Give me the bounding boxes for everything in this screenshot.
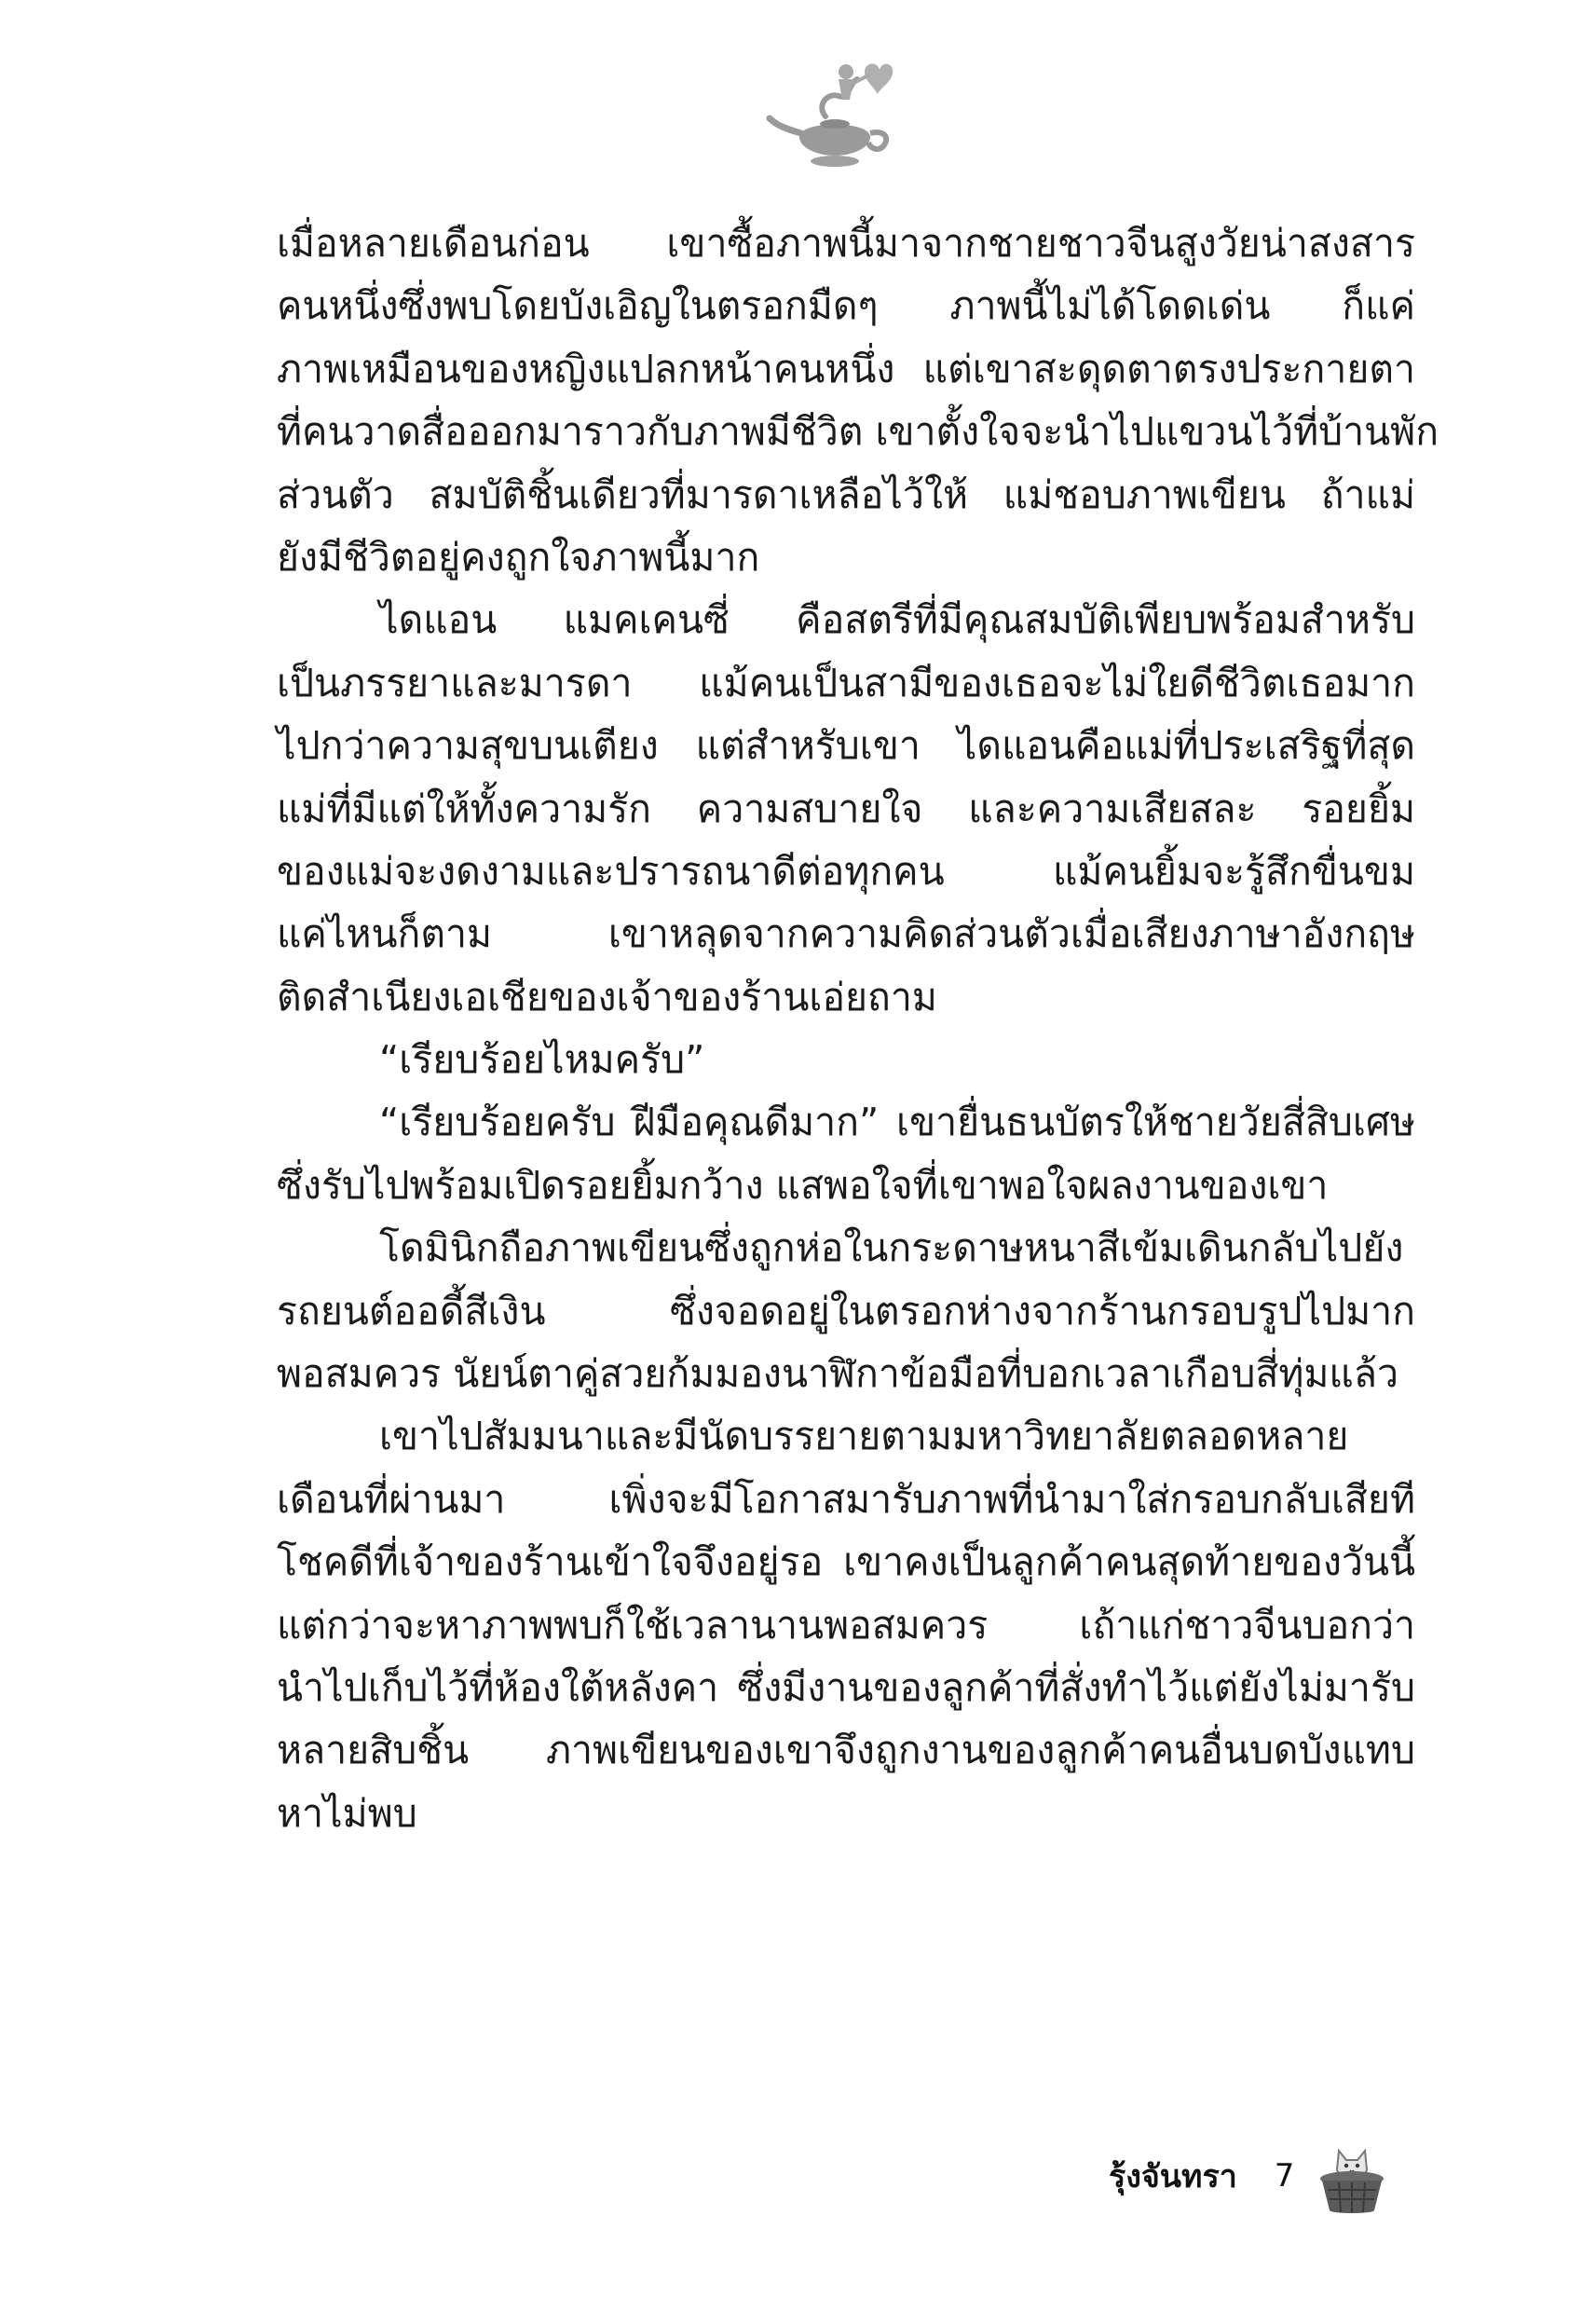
text-line: ภาพเหมือนของหญิงแปลกหน้าคนหนึ่ง แต่เขาสะดุดตาตรงประกายตา: [277, 346, 1415, 391]
text-line: เมื่อหลายเดือนก่อน เขาซื้อภาพนี้มาจากชายชาวจีนสูงวัยน่าสงสาร: [277, 221, 1415, 266]
text-line: ไดแอน แมคเคนซี่ คือสตรีที่มีคุณสมบัติเพียบพร้อมสำหรับ: [379, 597, 1415, 643]
text-line: รถยนต์ออดี้สีเงิน ซึ่งจอดอยู่ในตรอกห่างจากร้านกรอบรูปไปมาก: [277, 1288, 1415, 1333]
text-line: โดมินิกถือภาพเขียนซึ่งถูกห่อในกระดาษหนาสีเข้มเดินกลับไปยัง: [379, 1225, 1404, 1271]
text-line: เขาไปสัมมนาและมีนัดบรรยายตามมหาวิทยาลัยตลอดหลาย: [379, 1414, 1349, 1459]
text-line: เป็นภรรยาและมารดา แม้คนเป็นสามีของเธอจะไม่ใยดีชีวิตเธอมาก: [277, 660, 1415, 705]
text-line: ของแม่จะงดงามและปรารถนาดีต่อทุกคน แม้คนยิ้มจะรู้สึกขื่นขม: [277, 848, 1415, 894]
text-line: เดือนที่ผ่านมา เพิ่งจะมีโอกาสมารับภาพที่นำมาใส่กรอบกลับเสียที: [277, 1476, 1415, 1522]
body-text: [277, 212, 1439, 1845]
text-line: แต่กว่าจะหาภาพพบก็ใช้เวลานานพอสมควร เถ้าแก่ชาวจีนบอกว่า: [277, 1602, 1415, 1648]
text-line: ติดสำเนียงเอเชียของเจ้าของร้านเอ่ยถาม: [277, 974, 937, 1019]
page-footer: [1109, 2134, 1389, 2218]
teapot-ornament-icon: [760, 51, 909, 172]
text-line: ไปกว่าความสุขบนเตียง แต่สำหรับเขา ไดแอนคือแม่ที่ประเสริฐที่สุด: [277, 723, 1415, 769]
cat-in-basket-icon: [1315, 2134, 1389, 2218]
text-line: แค่ไหนก็ตาม เขาหลุดจากความคิดส่วนตัวเมื่อเสียงภาษาอังกฤษ: [277, 911, 1415, 957]
text-line: พอสมควร นัยน์ตาคู่สวยก้มมองนาฬิกาข้อมือที่บอกเวลาเกือบสี่ทุ่มแล้ว: [277, 1351, 1398, 1397]
text-line: นำไปเก็บไว้ที่ห้องใต้หลังคา ซึ่งมีงานของลูกค้าที่สั่งทำไว้แต่ยังไม่มารับ: [277, 1664, 1415, 1710]
text-line: คนหนึ่งซึ่งพบโดยบังเอิญในตรอกมืดๆ ภาพนี้ไม่ได้โดดเด่น ก็แค่: [277, 283, 1415, 329]
text-line: แม่ที่มีแต่ให้ทั้งความรัก ความสบายใจ และความเสียสละ รอยยิ้ม: [277, 786, 1415, 831]
book-title: รุ้งจันทรา: [1109, 2158, 1237, 2195]
text-line: หลายสิบชิ้น ภาพเขียนของเขาจึงถูกงานของลูกค้าคนอื่นบดบังแทบ: [277, 1728, 1415, 1773]
text-line: ยังมีชีวิตอยู่คงถูกใจภาพนี้มาก: [277, 534, 760, 580]
text-line: “เรียบร้อยครับ ฝีมือคุณดีมาก” เขายื่นธนบัตรให้ชายวัยสี่สิบเศษ: [379, 1100, 1415, 1145]
text-line: ส่วนตัว สมบัติชิ้นเดียวที่มารดาเหลือไว้ให้ แม่ชอบภาพเขียน ถ้าแม่: [277, 472, 1415, 517]
text-line: หาไม่พบ: [277, 1790, 417, 1836]
page-number: 7: [1274, 2157, 1295, 2195]
text-line: โชคดีที่เจ้าของร้านเข้าใจจึงอยู่รอ เขาคงเป็นลูกค้าคนสุดท้ายของวันนี้: [277, 1539, 1415, 1585]
text-line: ซึ่งรับไปพร้อมเปิดรอยยิ้มกว้าง แสพอใจที่เขาพอใจผลงานของเขา: [277, 1162, 1329, 1208]
text-line: “เรียบร้อยไหมครับ”: [379, 1037, 705, 1083]
text-line: ที่คนวาดสื่อออกมาราวกับภาพมีชีวิต เขาตั้งใจจะนำไปแขวนไว้ที่บ้านพัก: [277, 409, 1439, 455]
